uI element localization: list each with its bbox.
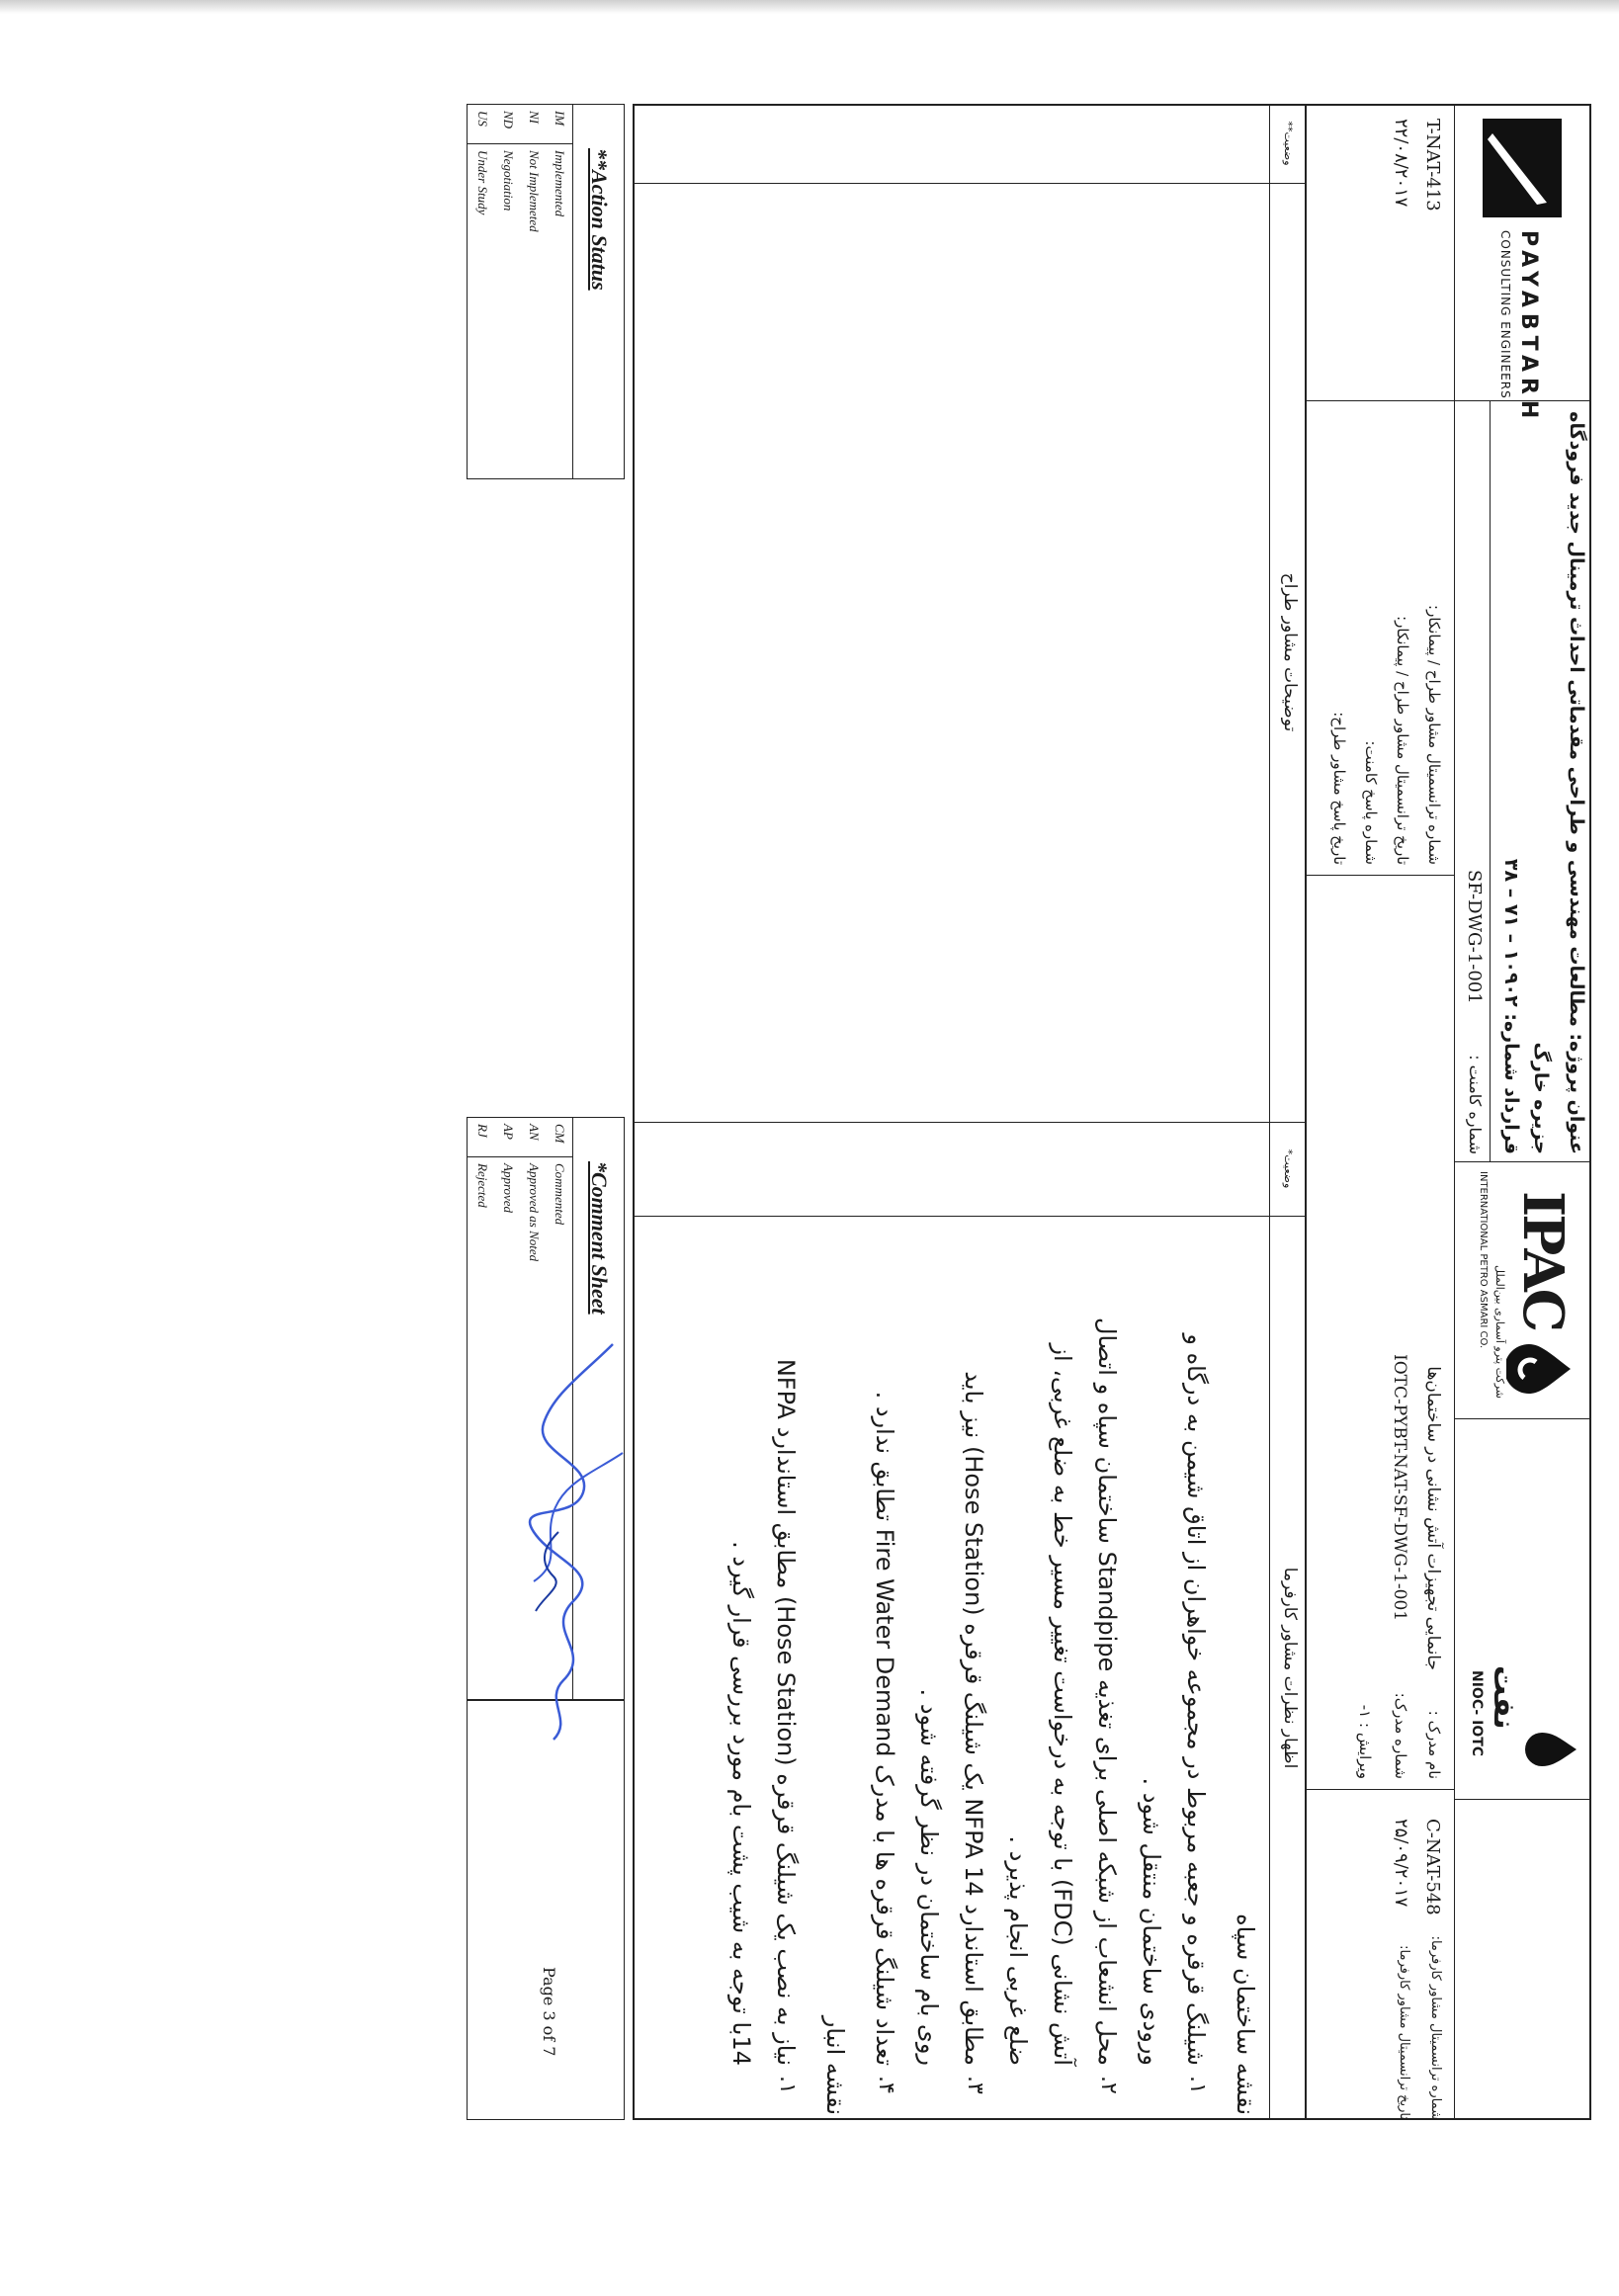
transmittal-date: ۲۲/۰۸/۲۰۱۷ [1391, 119, 1411, 208]
page-number: Page 3 of 7 [540, 1967, 558, 2057]
action-status-code: IM [553, 111, 567, 127]
comment-sheet-label: Commented [553, 1163, 567, 1226]
reply-date-label: تاریخ پاسخ مشاور طراح: [1330, 712, 1348, 865]
document-name: جانمایی تجهیزات آتش نشانی در ساختمان‌ها [1423, 1366, 1443, 1670]
section-title-sepah: نقشه ساختمان سپاه [1232, 1913, 1259, 2115]
payabtarh-logo [1463, 114, 1581, 425]
action-status-label: Under Study [475, 150, 490, 215]
client-transmittal-date-label: تاریخ ترانسمیتال مشاور کارفرما: [1397, 1945, 1411, 2120]
comment-number: SF-DWG-1-001 [1464, 870, 1485, 1004]
action-status-label: Not Implemeted [527, 150, 542, 232]
client-status-header: وضعیت* [1282, 1148, 1295, 1189]
comment-number-5: .۱ [775, 2076, 800, 2094]
designer-comments-header: توضیحات مشاور طراح [1280, 572, 1300, 732]
comment-number-1: .۱ [1185, 2076, 1210, 2094]
ipac-name: IPAC [1510, 1191, 1576, 1330]
designer-status-header: وضعیت** [1282, 121, 1295, 166]
client-transmittal-date: ۲۵/۰۹/۲۰۱۷ [1391, 1819, 1411, 1908]
comment-sheet-code: AN [527, 1124, 542, 1141]
client-transmittal-number: C-NAT-548 [1422, 1819, 1443, 1915]
comment-line: تعداد شیلنگ قرقره ها با مدرک Fire Water Demand تطابق ندارد . [871, 1391, 898, 2066]
contract-number: قرارداد شماره: ۱۰۹۰۲ – ۷۱ – ۳۸ [1500, 858, 1522, 1154]
comment-line: آتش نشانی (FDC) با توجه به درخواست تغییر مسیر خط به ضلع غربی، از [1049, 1343, 1076, 2066]
action-status-label: Negotiation [501, 150, 516, 212]
transmittal-number-label: شماره ترانسمیتال مشاور طراح / پیمانکار: [1425, 605, 1443, 865]
action-status-code: US [475, 111, 490, 127]
action-status-title: **Action Status [587, 148, 612, 291]
signature-scribble [504, 1334, 652, 1749]
section-title-warehouse: نقشه انبار [821, 2015, 849, 2115]
action-status-code: NI [527, 111, 542, 124]
action-status-code: ND [501, 111, 516, 129]
payabtarh-sub: CONSULTING ENGINEERS [1498, 230, 1512, 399]
comment-sheet-code: AP [501, 1124, 516, 1140]
comment-sheet-label: Rejected [475, 1163, 490, 1208]
client-transmittal-label: شماره ترانسمیتال مشاور کارفرما: [1428, 1935, 1443, 2120]
comment-line: روی بام ساختمان در نظر گرفته شود . [915, 1688, 943, 2066]
comment-line: مطابق استاندارد NFPA 14 یک شیلنگ قرقره (Hose Station) نیز باید [960, 1371, 987, 2066]
transmittal-number: T-NAT-413 [1422, 119, 1443, 212]
nioc-logo [1465, 1428, 1583, 1794]
reply-number-label: شماره پاسخ کامنت: [1362, 740, 1380, 865]
transmittal-date-label: تاریخ ترانسمیتال مشاور طراح / پیمانکار: [1394, 616, 1411, 865]
comment-line: ورودی ساختمان منتقل شود . [1138, 1777, 1165, 2066]
comment-number-label: شماره کامنت : [1466, 1055, 1485, 1154]
payabtarh-logo-icon [1478, 114, 1567, 222]
comment-number-2: .۲ [1096, 2076, 1121, 2094]
ipac-logo [1465, 1171, 1583, 1408]
ipac-fa-name: شرکت پترو آسماری بین‌الملل [1493, 1265, 1506, 1399]
nioc-fa-mark: نفت [1487, 1665, 1521, 1730]
flame-icon [1522, 1725, 1581, 1774]
ipac-sub: INTERNATIONAL PETRO ASMARI CO. [1478, 1171, 1489, 1349]
comment-sheet-title: *Comment Sheet [587, 1161, 612, 1315]
comment-line: ضلع غربی انجام پذیرد . [1004, 1835, 1032, 2066]
comment-line: شیلنگ قرقره و جعبه مربوط در مجموعه خواهران از اتاق شیمن به درگاه و [1182, 1333, 1210, 2066]
action-status-label: Implemented [553, 150, 567, 217]
document-number: IOTC-PYBT-NAT-SF-DWG-1-001 [1390, 1354, 1409, 1622]
project-title: عنوان پروژه: مطالعات مهندسی و طراحی مقدماتی احداث ترمینال جدید فرودگاه [1566, 411, 1587, 1154]
comment-sheet-page [59, 49, 1601, 2224]
comment-sheet-label: Approved [501, 1163, 516, 1214]
comment-number-3: .۳ [963, 2076, 987, 2094]
island-name: جزیره خارگ [1530, 1042, 1552, 1154]
payabtarh-name: PAYABTARH [1516, 230, 1541, 425]
comment-line: 14با توجه به شیب پشت بام مورد بررسی قرار گیرد . [727, 1541, 755, 2066]
ipac-drop-icon [1506, 1334, 1576, 1403]
comment-sheet-label: Approved as Noted [527, 1163, 542, 1262]
comment-sheet-code: CM [553, 1124, 567, 1144]
nioc-name: NIOC- IOTC [1469, 1670, 1485, 1757]
comment-sheet-code: RJ [475, 1124, 490, 1138]
client-comments-header: اظهار نظرات مشاور کارفرما [1280, 1567, 1300, 1769]
page-number-box [467, 1700, 625, 2120]
comment-number-4: .۴ [874, 2076, 898, 2094]
comment-line: نیاز به نصب یک شیلنگ قرقره (Hose Station) مطابق استاندارد NFPA [772, 1358, 800, 2066]
document-name-label: نام مدرک : [1425, 1710, 1443, 1779]
revision: ویرایش : ۱- [1356, 1704, 1374, 1779]
document-number-label: شماره مدرک: [1392, 1692, 1409, 1779]
scan-edge [0, 0, 1619, 14]
comment-line: محل انشعاب از شبکه اصلی برای تغذیه Standpipe ساختمان سپاه و اتصال [1093, 1318, 1121, 2066]
